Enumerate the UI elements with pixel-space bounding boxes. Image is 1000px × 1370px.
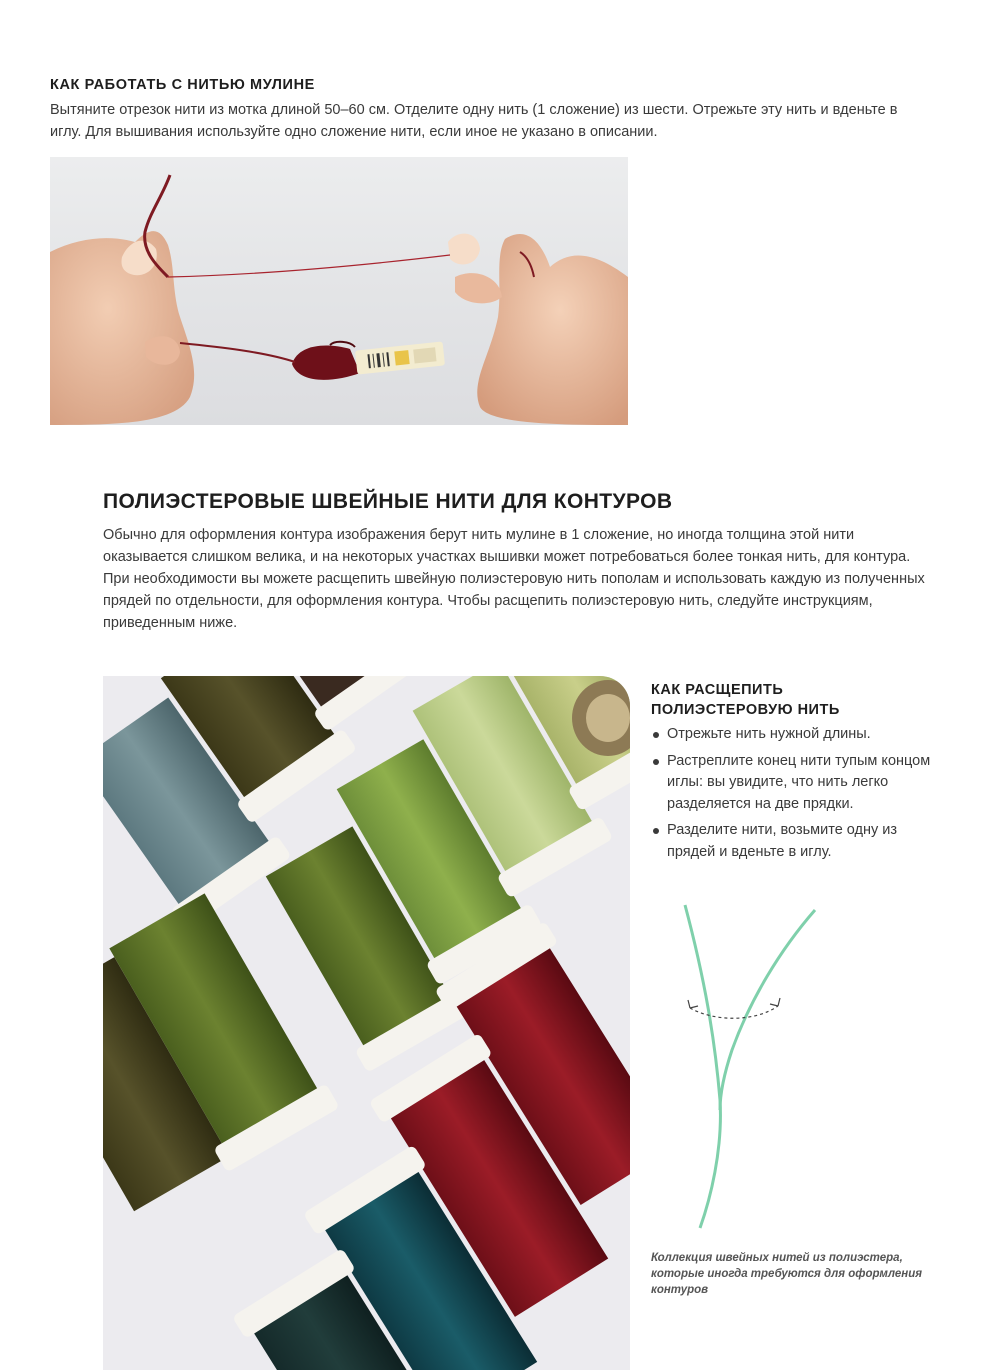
instruction-step: Разделите нити, возьмите одну из прядей и вденьте в иглу.	[651, 820, 931, 863]
instruction-step: Отрежьте нить нужной длины.	[651, 724, 931, 746]
section-text-muline: Вытяните отрезок нити из мотка длиной 50–60 см. Отделите одну нить (1 сложение) из шести. Отрежьте эту нить и вденьте в иглу. Для вышивания используйте одно сложение нити, если иное не указано в описании.	[50, 102, 898, 140]
section-heading-muline: КАК РАБОТАТЬ С НИТЬЮ МУЛИНЕ	[50, 77, 315, 93]
instruction-step: Растреплите конец нити тупым концом иглы: вы увидите, что нить легко разделяется на две прядки.	[651, 751, 931, 816]
instructions-heading-line1: КАК РАСЩЕПИТЬ	[651, 682, 784, 698]
photo-hands-thread	[50, 157, 628, 425]
instructions-heading-line2: ПОЛИЭСТЕРОВУЮ НИТЬ	[651, 702, 840, 718]
split-thread-diagram	[670, 900, 830, 1235]
section-text-polyester: Обычно для оформления контура изображения берут нить мулине в 1 сложение, но иногда толщина этой нити оказывается слишком велика, и на некоторых участках вышивки может потребоваться более тонкая нить, для контура. При необходимости вы можете расщепить швейную полиэстеровую нить пополам и использовать каждую из полученных прядей по отдельности, для оформления контура. Чтобы расщепить полиэстеровую нить, следуйте инструкциям, приведенным ниже.	[103, 527, 925, 631]
section-heading-polyester: ПОЛИЭСТЕРОВЫЕ ШВЕЙНЫЕ НИТИ ДЛЯ КОНТУРОВ	[103, 490, 673, 513]
instructions-heading	[651, 680, 840, 720]
photo-thread-spools	[103, 676, 630, 1370]
instructions-list	[651, 724, 931, 868]
photo-caption: Коллекция швейных нитей из полиэстера, которые иногда требуются для оформления контуров	[651, 1252, 923, 1296]
